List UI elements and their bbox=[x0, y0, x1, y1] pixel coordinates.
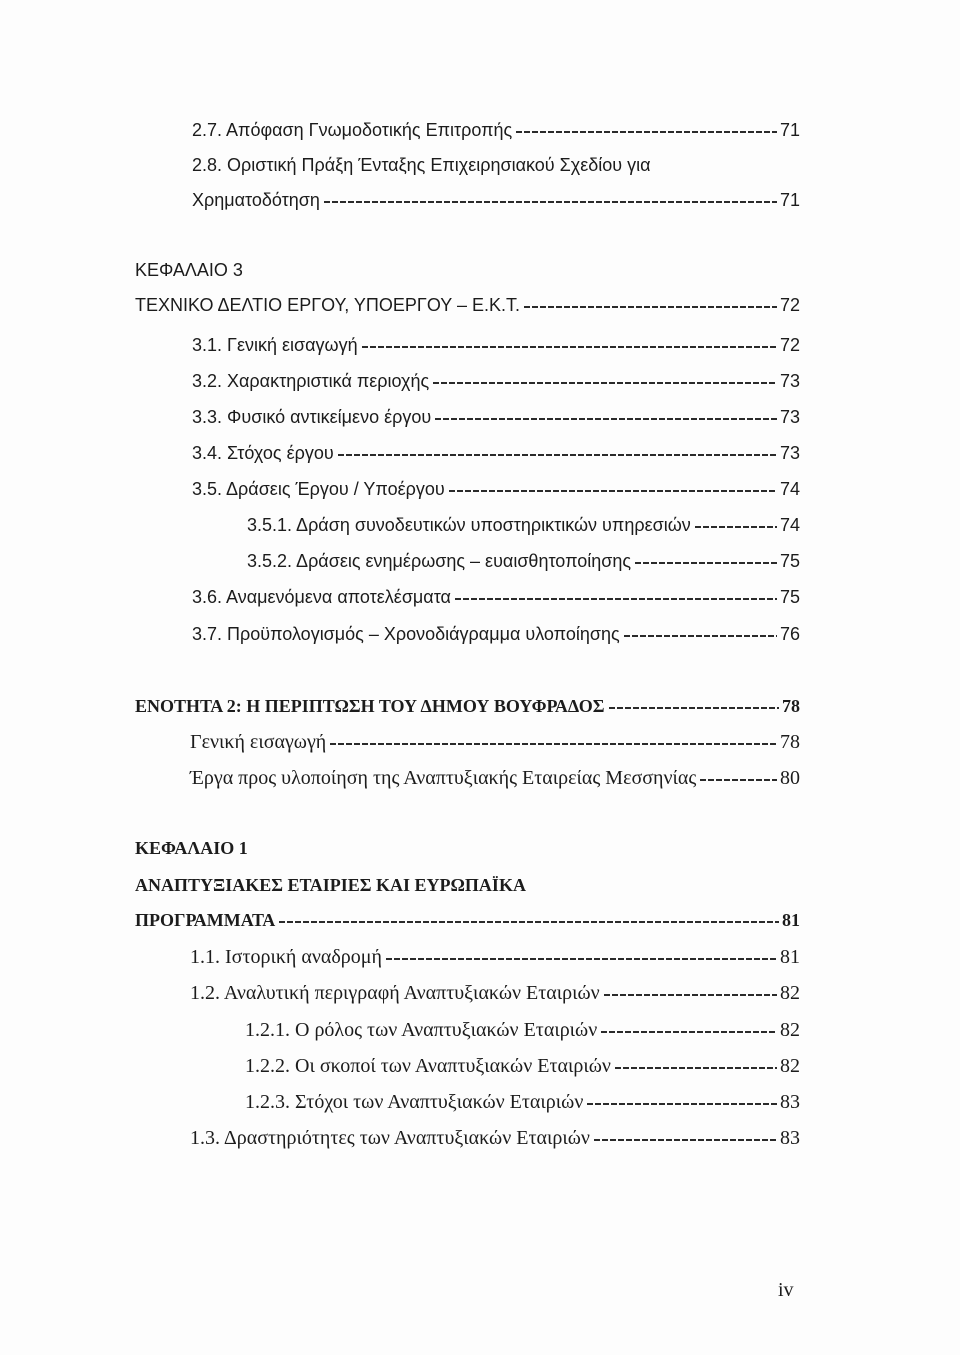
toc-leader bbox=[338, 454, 777, 456]
toc-leader bbox=[601, 1031, 777, 1033]
toc-entry bbox=[192, 477, 800, 501]
toc-leader bbox=[455, 598, 777, 600]
toc-entry-label: 3.2. Χαρακτηριστικά περιοχής bbox=[192, 371, 430, 391]
toc-leader bbox=[524, 306, 777, 308]
page-folio: iv bbox=[778, 1279, 794, 1301]
toc-entry bbox=[192, 188, 800, 212]
toc-entry-label: 1.2.3. Στόχοι των Αναπτυξιακών Εταιριών bbox=[245, 1091, 584, 1113]
toc-leader bbox=[700, 779, 777, 781]
toc-entry-label: ΤΕΧΝΙΚΟ ΔΕΛΤΙΟ ΕΡΓΟΥ, ΥΠΟΕΡΓΟΥ – Ε.Κ.Τ. bbox=[135, 295, 520, 315]
toc-page-number: 82 bbox=[780, 1019, 800, 1041]
toc-leader bbox=[279, 921, 779, 923]
toc-leader bbox=[516, 131, 777, 133]
toc-entry-label: 1.2.1. Ο ρόλος των Αναπτυξιακών Εταιριών bbox=[245, 1019, 598, 1041]
toc-page-number: 74 bbox=[779, 479, 800, 499]
toc-entry-label: 3.1. Γενική εισαγωγή bbox=[192, 335, 358, 355]
toc-page-number: 83 bbox=[780, 1127, 800, 1149]
toc-page-number: 81 bbox=[780, 946, 800, 968]
toc-entry-label: 2.7. Απόφαση Γνωμοδοτικής Επιτροπής bbox=[192, 120, 513, 140]
toc-entry-label: ΚΕΦΑΛΑΙΟ 1 bbox=[135, 838, 248, 858]
toc-entry bbox=[192, 118, 800, 142]
toc-entry-label: ΠΡΟΓΡΑΜΜΑΤΑ bbox=[135, 910, 276, 930]
chapter-heading bbox=[135, 258, 243, 282]
toc-subentry bbox=[245, 1054, 800, 1078]
toc-leader bbox=[386, 958, 777, 960]
toc-entry-label: 3.4. Στόχος έργου bbox=[192, 443, 334, 463]
toc-leader bbox=[433, 382, 777, 384]
toc-leader bbox=[362, 346, 777, 348]
chapter-heading bbox=[135, 836, 248, 860]
toc-page-number: 82 bbox=[780, 982, 800, 1004]
toc-page-number: 75 bbox=[779, 587, 800, 607]
toc-leader bbox=[449, 490, 777, 492]
toc-page-number: 72 bbox=[779, 335, 800, 355]
toc-leader bbox=[609, 707, 779, 709]
toc-subentry bbox=[245, 1090, 800, 1114]
toc-subentry bbox=[245, 1018, 800, 1042]
toc-page-number: 72 bbox=[779, 295, 800, 315]
chapter-title-entry bbox=[135, 293, 800, 317]
toc-entry bbox=[190, 766, 800, 790]
toc-entry-label: 2.8. Οριστική Πράξη Ένταξης Επιχειρησιακού Σχεδίου για bbox=[192, 155, 651, 175]
unit-heading-entry bbox=[135, 694, 800, 718]
chapter-title-entry bbox=[135, 908, 800, 932]
toc-leader bbox=[594, 1139, 777, 1141]
toc-leader bbox=[695, 526, 777, 528]
toc-entry-label: Χρηματοδότηση bbox=[192, 190, 320, 210]
toc-page-number: 73 bbox=[779, 443, 800, 463]
toc-page-number: 80 bbox=[780, 767, 800, 789]
toc-entry bbox=[190, 730, 800, 754]
toc-page-number: 82 bbox=[780, 1055, 800, 1077]
toc-page-number: 78 bbox=[780, 731, 800, 753]
toc-page-number: 71 bbox=[779, 190, 800, 210]
toc-entry-label: 3.5.1. Δράση συνοδευτικών υποστηρικτικών υπηρεσιών bbox=[247, 515, 691, 535]
toc-entry bbox=[192, 405, 800, 429]
toc-entry bbox=[190, 981, 800, 1005]
toc-leader bbox=[604, 994, 777, 996]
toc-entry-label: ΚΕΦΑΛΑΙΟ 3 bbox=[135, 260, 243, 280]
toc-entry bbox=[192, 585, 800, 609]
toc-page-number: 71 bbox=[779, 120, 800, 140]
toc-entry-label: 1.2. Αναλυτική περιγραφή Αναπτυξιακών Εταιριών bbox=[190, 982, 600, 1004]
toc-entry-label: ΑΝΑΠΤΥΞΙΑΚΕΣ ΕΤΑΙΡΙΕΣ ΚΑΙ ΕΥΡΩΠΑΪΚΑ bbox=[135, 875, 526, 895]
toc-entry-label: 3.3. Φυσικό αντικείμενο έργου bbox=[192, 407, 432, 427]
toc-leader bbox=[624, 635, 777, 637]
toc-entry bbox=[192, 369, 800, 393]
toc-entry bbox=[192, 441, 800, 465]
toc-entry-label: 1.3. Δραστηριότητες των Αναπτυξιακών Εταιριών bbox=[190, 1127, 590, 1149]
toc-page-number: 81 bbox=[782, 910, 800, 930]
toc-page-number: 76 bbox=[779, 624, 800, 644]
toc-page-number: 74 bbox=[779, 515, 800, 535]
toc-page-number: 83 bbox=[780, 1091, 800, 1113]
toc-leader bbox=[435, 418, 777, 420]
toc-entry-label: 3.5.2. Δράσεις ενημέρωσης – ευαισθητοποίησης bbox=[247, 551, 632, 571]
toc-leader bbox=[330, 743, 777, 745]
toc-leader bbox=[587, 1103, 777, 1105]
toc-entry-label: 3.5. Δράσεις Έργου / Υποέργου bbox=[192, 479, 445, 499]
toc-page-number: 78 bbox=[782, 696, 800, 716]
toc-entry-label: 1.2.2. Οι σκοποί των Αναπτυξιακών Εταιριών bbox=[245, 1055, 611, 1077]
toc-entry-label: Γενική εισαγωγή bbox=[190, 731, 327, 753]
toc-subentry bbox=[247, 549, 800, 573]
chapter-title-line bbox=[135, 873, 526, 897]
toc-entry-label: 3.6. Αναμενόμενα αποτελέσματα bbox=[192, 587, 451, 607]
toc-page-number: 75 bbox=[779, 551, 800, 571]
toc-leader bbox=[635, 562, 777, 564]
toc-page-number: 73 bbox=[779, 407, 800, 427]
toc-entry-label: Έργα προς υλοποίηση της Αναπτυξιακής Εταιρείας Μεσσηνίας bbox=[190, 767, 697, 789]
toc-entry bbox=[190, 945, 800, 969]
toc-entry-label: 1.1. Ιστορική αναδρομή bbox=[190, 946, 382, 968]
toc-entry bbox=[192, 622, 800, 646]
toc-entry bbox=[192, 153, 651, 177]
toc-entry-label: 3.7. Προϋπολογισμός – Χρονοδιάγραμμα υλοποίησης bbox=[192, 624, 620, 644]
toc-entry bbox=[190, 1126, 800, 1150]
toc-page-number: 73 bbox=[779, 371, 800, 391]
toc-entry bbox=[192, 333, 800, 357]
toc-entry-label: ΕΝΟΤΗΤΑ 2: Η ΠΕΡΙΠΤΩΣΗ ΤΟΥ ΔΗΜΟΥ ΒΟΥΦΡΑΔΟΣ bbox=[135, 696, 605, 716]
toc-leader bbox=[324, 201, 777, 203]
toc-subentry bbox=[247, 513, 800, 537]
toc-leader bbox=[615, 1067, 777, 1069]
